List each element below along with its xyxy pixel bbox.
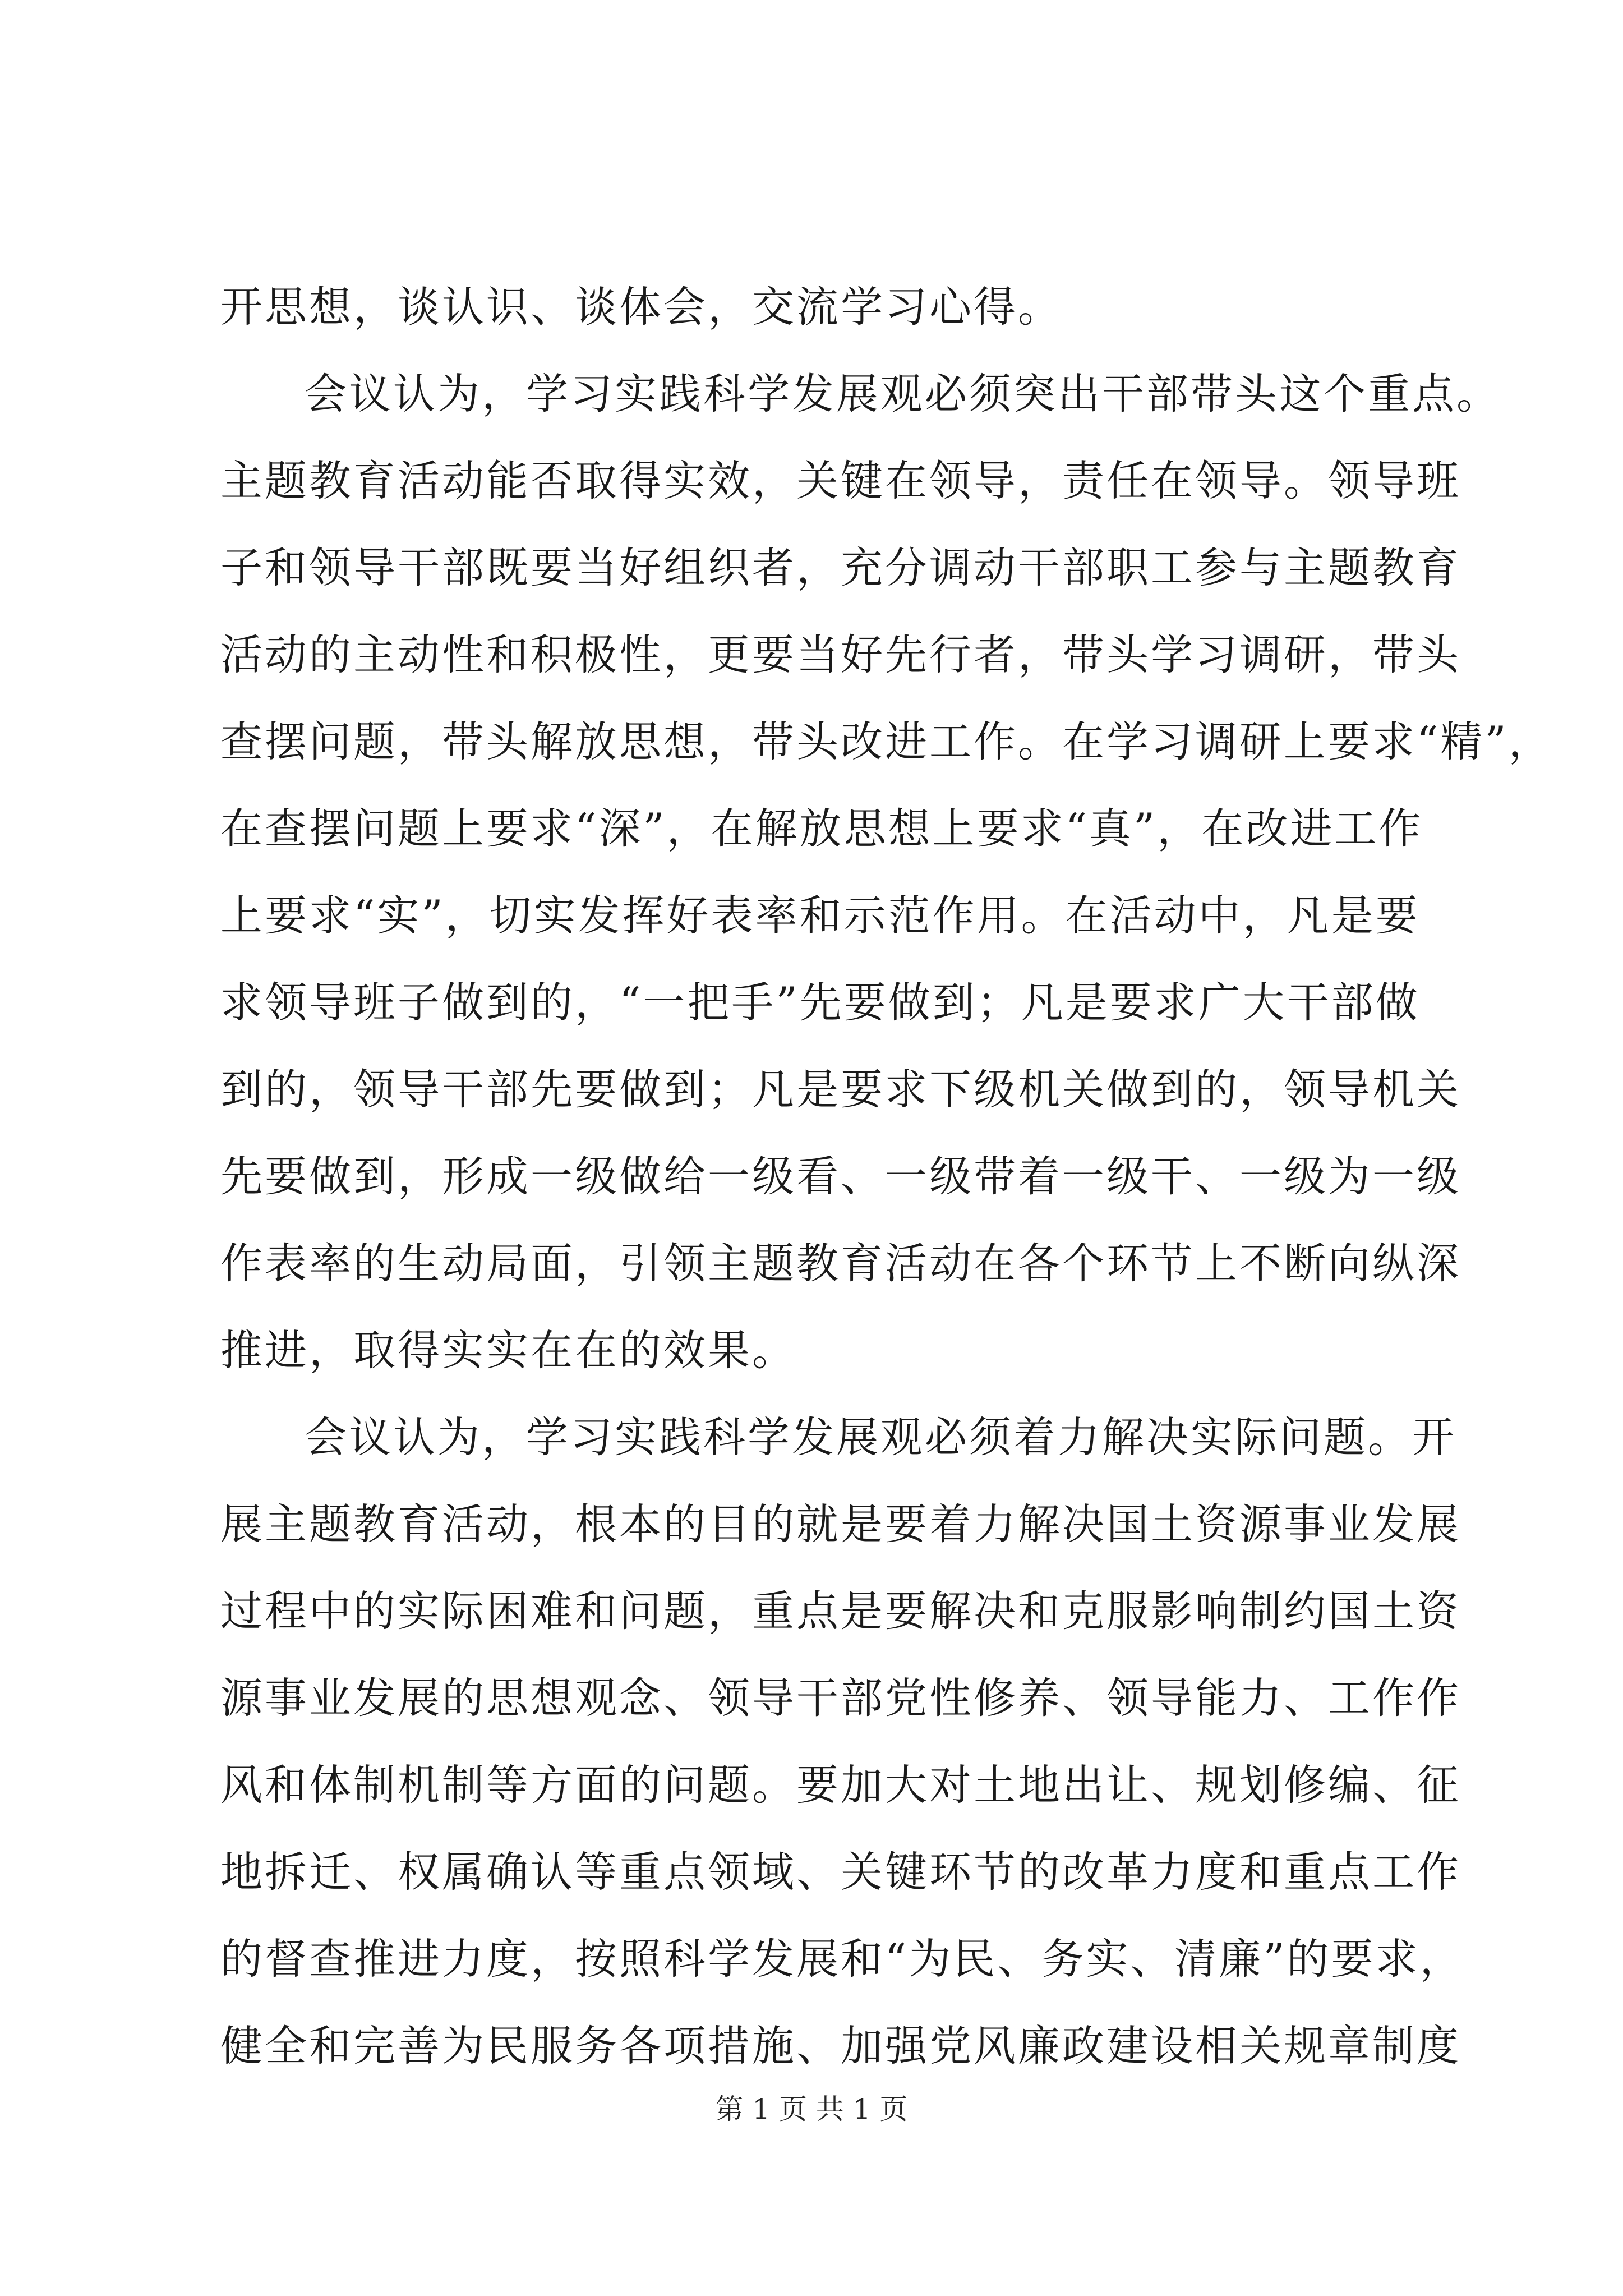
paragraph-3-line-2: 展主题教育活动，根本的目的就是要着力解决国土资源事业发展 — [220, 1499, 1461, 1549]
body-text — [220, 264, 1553, 2090]
paragraph-2-line-8: 求领导班子做到的，“一把手”先要做到；凡是要求广大干部做 — [220, 978, 1420, 1027]
paragraph-3-line-8: 健全和完善为民服务各项措施、加强党风廉政建设相关规章制度 — [220, 2021, 1461, 2070]
paragraph-2-line-11: 作表率的生动局面，引领主题教育活动在各个环节上不断向纵深 — [220, 1239, 1461, 1288]
paragraph-3-line-1: 会议认为，学习实践科学发展观必须着力解决实际问题。开 — [305, 1412, 1457, 1462]
page-footer: 第 1 页 共 1 页 — [715, 2093, 908, 2125]
paragraph-3-line-3: 过程中的实际困难和问题，重点是要解决和克服影响制约国土资 — [220, 1586, 1461, 1636]
paragraph-2-line-9: 到的，领导干部先要做到；凡是要求下级机关做到的，领导机关 — [220, 1065, 1461, 1114]
paragraph-2-line-3: 子和领导干部既要当好组织者，充分调动干部职工参与主题教育 — [220, 543, 1461, 592]
paragraph-3-line-7: 的督查推进力度，按照科学发展和“为民、务实、清廉”的要求， — [220, 1934, 1464, 1984]
paragraph-1-line-1: 开思想，谈认识、谈体会，交流学习心得。 — [220, 282, 1063, 332]
paragraph-2-line-10: 先要做到，形成一级做给一级看、一级带着一级干、一级为一级 — [220, 1152, 1461, 1201]
paragraph-2-line-1: 会议认为，学习实践科学发展观必须突出干部带头这个重点。 — [305, 369, 1501, 418]
paragraph-3-line-4: 源事业发展的思想观念、领导干部党性修养、领导能力、工作作 — [220, 1673, 1461, 1723]
paragraph-2-line-7: 上要求“实”，切实发挥好表率和示范作用。在活动中，凡是要 — [220, 891, 1420, 940]
paragraph-2-line-5: 查摆问题，带头解放思想，带头改进工作。在学习调研上要求“精”， — [220, 717, 1553, 766]
paragraph-2-line-2: 主题教育活动能否取得实效，关键在领导，责任在领导。领导班 — [220, 456, 1461, 505]
paragraph-2-line-4: 活动的主动性和积极性，更要当好先行者，带头学习调研，带头 — [220, 630, 1461, 679]
paragraph-2-line-6: 在查摆问题上要求“深”，在解放思想上要求“真”，在改进工作 — [220, 804, 1423, 853]
paragraph-3-line-6: 地拆迁、权属确认等重点领域、关键环节的改革力度和重点工作 — [220, 1847, 1461, 1897]
paragraph-2-line-12: 推进，取得实实在在的效果。 — [220, 1326, 797, 1375]
paragraph-3-line-5: 风和体制机制等方面的问题。要加大对土地出让、规划修编、征 — [220, 1760, 1461, 1810]
